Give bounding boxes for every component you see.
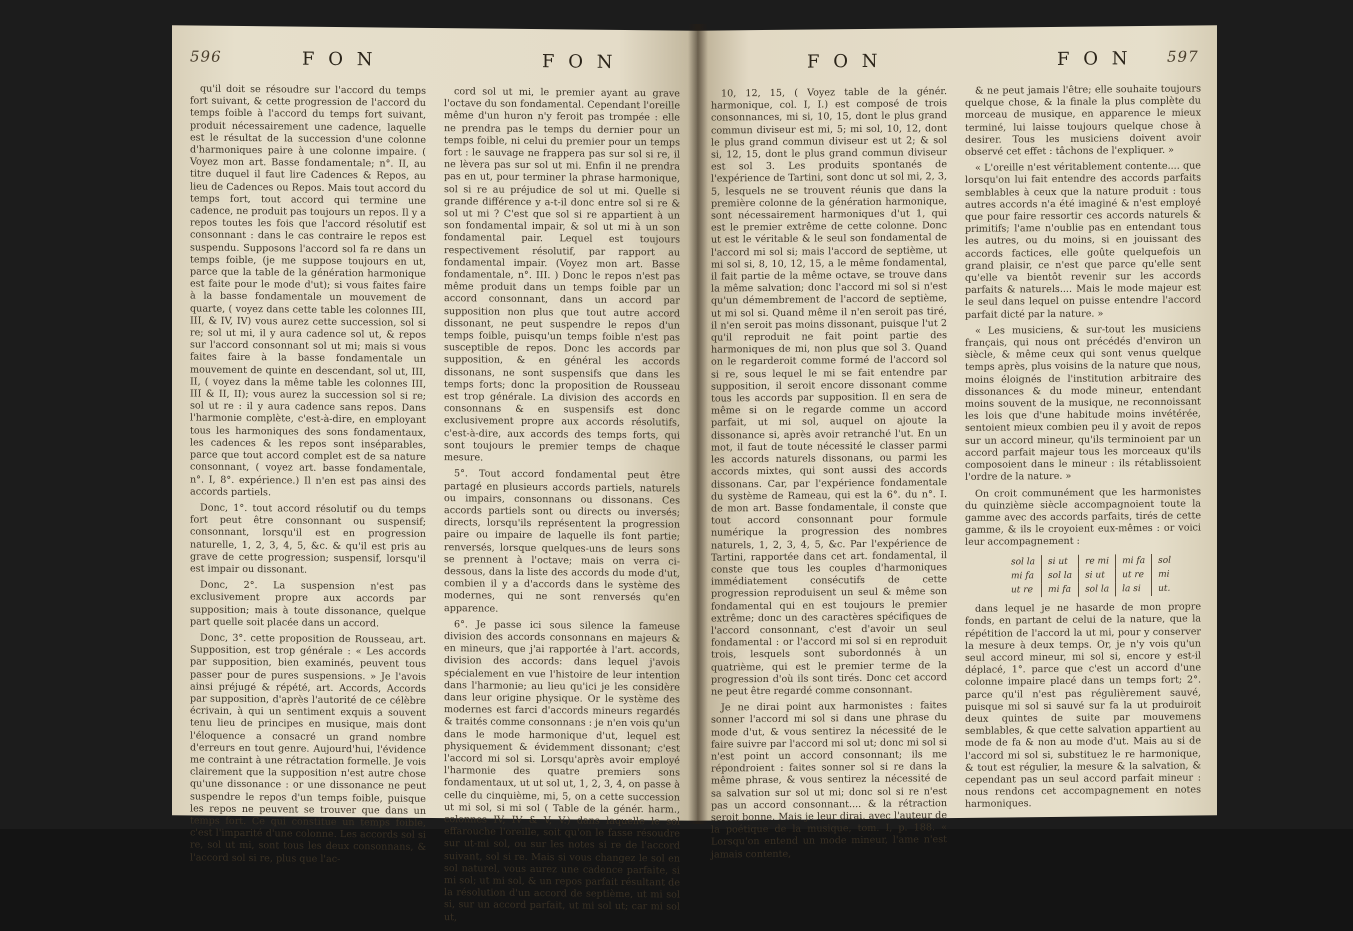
page-number-right: 597: [1167, 47, 1199, 66]
right-page: [697, 25, 1217, 861]
table-cell: sol: [1152, 553, 1177, 567]
left-page-header: [172, 25, 697, 73]
running-head-right-1: F O N: [807, 50, 882, 73]
table-row: [1005, 582, 1177, 598]
paragraph: « Les musiciens, & sur-tout les musiciens français, qui nous ont précédés d'environ un siècle, & même ceux qui sont venus quelque temps après, plus voisins de la nature que nous, moins éloignés de l'institution arbitraire des dissonances & du mode mineur, entendant moins souvent de la musique, ne reconnoissant les lois que d'une habitude moins invétérée, sentoient mieux combien peu il y avoit de repos sur un accord mineur, qu'ils terminoient par un accord parfait majeur tous les morceaux qu'ils composoient dans le mineur : ils rétablissoient l'ordre de la nature. »: [965, 323, 1201, 484]
table-cell: mi fa: [1116, 553, 1152, 568]
right-page-header: [697, 25, 1217, 73]
table-cell: mi fa: [1011, 570, 1034, 582]
table-cell: sol la: [1011, 556, 1036, 567]
table-cell: mi: [1152, 567, 1177, 581]
paragraph: Je ne dirai point aux harmonistes : faites sonner l'accord mi sol si dans une phrase du mode d'ut, & vous sentirez la nécessité de le faire suivre par l'accord mi sol ut; donc mi sol si n'est point un accord consonnant; ils me répondroient : faites sonner sol si re dans la même phrase, & vous sentirez la nécessité de sa salvation sur sol ut mi; donc sol si re n'est pas un accord consonnant.... & la rétraction seroit bonne. Mais je leur dirai, avec l'auteur de la poétique de la musique, tom. I, p. 188. « Lorsqu'on entend un mode mineur, l'ame n'est jamais contente,: [711, 700, 947, 861]
paragraph: 10, 12, 15, ( Voyez table de la génér. harmonique, col. I, I.) est composé de trois consonnances, mi si, 10, 15, dont le plus grand commun diviseur est mi, 5; mi sol, 10, 12, dont le plus grand commun diviseur est ut 2; & sol si, 12, 15, dont le plus grand commun diviseur est sol 3. Les produits spontanés de l'expérience de Tartini, sont donc ut sol mi, 2, 3, 5, lesquels ne se trouvent réunis que dans la première colonne de la génération harmonique, sont nécessairement harmoniques d'ut 1, qui est le premier extrême de cette colonne. Donc ut est le véritable & le seul son fondamental de l'accord mi sol si; mais l'accord de septième, ut mi sol si, 8, 10, 12, 15, a le même fondamental, il fait partie de la même octave, se trouve dans la même salvation; donc l'accord mi sol si n'est qu'un démembrement de l'accord de septième, ut mi sol si. Quand même il n'en seroit pas tiré, il n'en seroit pas moins dissonant, puisque l'ut 2 qu'il reproduit ne fait point partie des harmoniques de mi, non plus que sol 3. Quand on le regarderoit comme formé de l'accord sol si re, sous lequel le mi se fait entendre par supposition, il seroit encore dissonant comme tous les accords par supposition. Il en sera de même si on le regarde comme un accord parfait, ut mi sol, auquel on ajoute la dissonance si, après avoir retranché l'ut. En un mot, il faut de toute nécessité le classer parmi les accords naturels dissonans, ou parmi les accords mixtes, qui sont aussi des accords dissonans. Car, par l'expérience fondamentale du système de Rameau, qui est la 6°. du n°. I. de mon art. Basse fondamentale, il conste que tout accord consonnant pour formule numérique la progression des nombres naturels, 1, 2, 3, 4, 5, &c. Par l'expérience de Tartini, rapportée dans cet art. fondamental, il conste que tous les couples d'harmoniques immédiatement consécutifs de cette progression reproduisent un seul & même son fondamental qui en est toujours le premier extrême; donc un des caractères spécifiques de l'accord consonnant, c'est d'avoir un seul fondamental : or l'accord mi sol si en reproduit trois, lesquels sont subordonnés à un quatrième, qui est le premier terme de la progression d'où ils sont tirés. Donc cet accord ne peut être regardé comme consonnant.: [711, 86, 947, 698]
table-cell: si ut: [1079, 568, 1116, 583]
page-number-left: 596: [190, 47, 222, 66]
harmony-table: [1005, 553, 1177, 597]
paragraph: dans lequel je ne hasarde de mon propre fonds, en partant de celui de la nature, que la répétition de l'accord la ut mi, pour y conserver la mesure à deux temps. Or, je n'y vois qu'un seul accord mineur, mi sol si, encore y est-il déplacé, 1°. parce que c'est un accord d'une colonne impaire placé dans un temps fort; 2°. parce qu'il n'est pas régulièrement sauvé, puisque mi sol si sauvé sur fa la ut produiroit deux quintes de suite par mouvemens semblables, & que cette salvation appartient au mode de fa & non au mode d'ut. Mais au si de l'accord mi sol si, substituez le re harmonique, & tout est régulier, la mesure & la salvation, & cependant pas un seul accord parfait mineur : nous rendons cet accompagnement en notes harmoniques.: [965, 601, 1201, 811]
paragraph: 6°. Je passe ici sous silence la fameuse division des accords consonnans en majeurs & en mineurs, que j'ai rapportée à l'art. accords, division des accords: dans lequel j'avois spécialement en vue l'histoire de leur intention dans l'harmonie; au lieu qu'ici je les considère dans leur origine physique. Or le système des modernes est farci d'accords mineurs regardés & traités comme consonnans : je n'en vois qu'un dans le mode harmonique d'ut, lequel est physiquement & évidemment dissonant; c'est l'accord mi sol si. Lorsqu'après avoir employé l'harmonie des quatre premiers sons fondamentaux, ut ut sol ut, 1, 2, 3, 4, on passe à celle du cinquième, mi, 5, on a cette succession ut mi sol, si mi sol ( Table de la génér. harm., colonnes IV, IV & V, V.) dans laquelle le sol effarouche l'oreille, soit qu'on le fasse résoudre sur ut-mi sol, ou sur les notes si re de l'accord suivant, sol si re. Mais si vous changez le sol en sol naturel, vous aurez une cadence parfaite, si mi sol; ut mi sol, & un repos parfait résultant de la résolution d'un accord de septième, ut mi sol si, sur un accord parfait, ut mi sol ut; car mi sol ut,: [444, 618, 680, 923]
paragraph: « L'oreille n'est véritablement contente.... que lorsqu'on lui fait entendre des accords parfaits semblables à ceux que la nature produit : tous autres accords n'a été imaginé & n'est employé que pour faire ressortir ces accords naturels & primitifs; l'ame n'oublie pas en entendant tous les autres, ou du moins, si en jouissant des accords factices, elle goûte quelquefois un grand plaisir, ce n'est que parce qu'elle sent qu'elle va bientôt revenir sur les accords parfaits & naturels.... Mais le mode majeur est le seul dans lequel on puisse entendre l'accord parfait dicté par la nature. »: [965, 160, 1201, 321]
table-cell: ut.: [1152, 582, 1177, 596]
left-column-2: [444, 86, 680, 930]
table-cell: sol la: [1042, 568, 1079, 583]
table-cell: sol la: [1079, 582, 1116, 597]
running-head-left-2: F O N: [542, 51, 617, 73]
table-cell: ut re: [1011, 585, 1033, 596]
running-head-left-1: F O N: [302, 48, 377, 71]
left-page: [172, 25, 697, 923]
paragraph: Donc, 2°. La suspension n'est pas exclusivement propre aux accords par supposition; mais à toute dissonance, quelque part quelle soit placée dans un accord.: [190, 579, 426, 630]
paragraph: Donc, 3°. cette proposition de Rousseau, art. Supposition, est trop générale : « Les accords par supposition, bien examinés, peuvent tous passer pour de pures suspensions. » Je l'avois ainsi préjugé & répété, art. Accords, Accords par supposition, d'après l'autorité de ce célèbre écrivain, à qui un sentiment exquis a souvent tenu lieu de principes en musique, mais dont l'éloquence a consacré un grand nombre d'erreurs en tout genre. Aujourd'hui, l'évidence me contraint à une rétractation formelle. Je vois clairement que la supposition n'est autre chose qu'une dissonance : or une dissonance ne peut suspendre le repos d'un temps foible, puisque les repos ne peuvent se trouver que dans un temps fort. Ce qui constitue un temps foible, c'est l'imparité d'une colonne. Les accords sol si re, sol ut mi, sont tous les deux consonnans, & l'accord sol si re, plus que l'ac-: [190, 632, 426, 865]
right-column-2: [965, 83, 1201, 815]
running-head-right-2: F O N: [1057, 48, 1132, 70]
table-cell: ut re: [1116, 568, 1152, 583]
paragraph: On croit communément que les harmonistes du quinzième siècle accompagnoient toute la gamme avec des accords parfaits, tirés de cette gamme, & ils le croyoient eux-mêmes : or voici leur accompagnement :: [965, 485, 1201, 549]
book-gutter: [688, 24, 708, 824]
table-cell: re mi: [1079, 554, 1116, 569]
paragraph: cord sol ut mi, le premier ayant au grave l'octave du son fondamental. Cependant l'oreille même d'un huron n'y feroit pas trompée : elle ne prendra pas le temps du dernier pour un temps foible, ni celui du premier pour un temps fort : le sauvage ne frappera pas sur sol si re, il ne lèvera pas sur sol ut mi. Enfin il ne prendra pas en ut, pour terminer la phrase harmonique, sol si re au préjudice de sol ut mi. Quelle si grande différence y a-t-il donc entre sol si re & sol ut mi ? C'est que sol si re appartient à un son fondamental impair, & sol ut mi à un son fondamental pair. Lequel est toujours respectivement résolutif, par rapport au fondamental impair. (Voyez mon art. Basse fondamentale, n°. III. ) Donc le repos n'est pas même produit dans un temps foible par un accord consonnant, dans un accord par supposition non plus que tout autre accord dissonant, ne peut suspendre le repos d'un temps foible, puisqu'un temps foible n'est pas susceptible de repos. Donc les accords par supposition, & en général les accords dissonans, ne sont suspensifs que dans les temps forts; donc la proposition de Rousseau est trop générale. La division des accords en consonnans & en suspensifs est donc exclusivement propre aux accords résolutifs, c'est-à-dire, aux accords des temps forts, qui sont toujours le premier temps de chaque mesure.: [444, 86, 680, 464]
paragraph: Donc, 1°. tout accord résolutif ou du temps fort peut être consonnant ou suspensif; consonnant, lorsqu'il est en progression naturelle, 1, 2, 3, 4, 5, &c. & qu'il est pris au grave de cette progression; suspensif, lorsqu'il est impair ou dissonant.: [190, 502, 426, 576]
paragraph: & ne peut jamais l'être; elle souhaite toujours quelque chose, & la finale la plus complète du morceau de musique, en apparence le mieux terminé, lui laisse toujours quelque chose à desirer. Tous les musiciens doivent avoir observé cet effet : tâchons de l'expliquer. »: [965, 83, 1201, 158]
right-column-1: [711, 86, 947, 865]
left-column-1: [190, 83, 426, 870]
paragraph: qu'il doit se résoudre sur l'accord du temps fort suivant, & cette progression de l'accord du temps foible à l'accord du temps fort suivant, produit nécessairement une cadence, laquelle est le résultat de la succession d'une colonne d'harmoniques paire à une colonne impaire. ( Voyez mon art. Basse fondamentale; n°. II, au titre duquel il faut lire Cadences & Repos, au lieu de Cadences ou Repos. Mais tout accord du temps fort, tout accord qui termine une cadence, ne produit pas toujours un repos. Il y a repos toutes les fois que l'accord résolutif est consonnant : dans le cas contraire le repos est suspendu. Supposons l'accord sol fa re dans un temps foible, (je me suppose toujours en ut, parce que la table de la génération harmonique est faite pour le mode d'ut); si vous faites faire à la basse fondamentale un mouvement de quarte, ( voyez dans cette table les colonnes III, III, & IV, IV) vous aurez cette succession, sol si re; sol ut mi, il y aura cadence sol ut, & repos sur l'accord consonnant sol ut mi; mais si vous faites faire à la basse fondamentale un mouvement de quinte en descendant, sol ut, III, II, ( voyez dans la même table les colonnes III, III & II, II); vous aurez la succession sol si re; sol ut re : il y aura cadence sans repos. Dans l'harmonie complète, c'est-à-dire, en employant tous les harmoniques des sons fondamentaux, les cadences & les repos sont inséparables, parce que tout accord complet est de sa nature consonnant, ( voyez art. basse fondamentale, n°. I, 8°. expérience.) Il n'en est pas ainsi des accords partiels.: [190, 83, 426, 498]
table-cell: si ut: [1042, 554, 1079, 569]
table-cell: mi fa: [1042, 583, 1079, 598]
table-cell: la si: [1116, 582, 1152, 597]
paragraph: 5°. Tout accord fondamental peut être partagé en plusieurs accords partiels, naturels ou impairs, consonnans ou dissonans. Ces accords partiels sont ou directs ou inversés; directs, lorsqu'ils représentent la progression paire ou impaire de laquelle ils font partie; renversés, lorsque quelques-uns de leurs sons se prennent à l'octave; mais on verra ci-dessous, dans la liste des accords du mode d'ut, combien il y a d'accords dans le système des modernes, qui ne sont renversés qu'en apparence.: [444, 468, 680, 615]
